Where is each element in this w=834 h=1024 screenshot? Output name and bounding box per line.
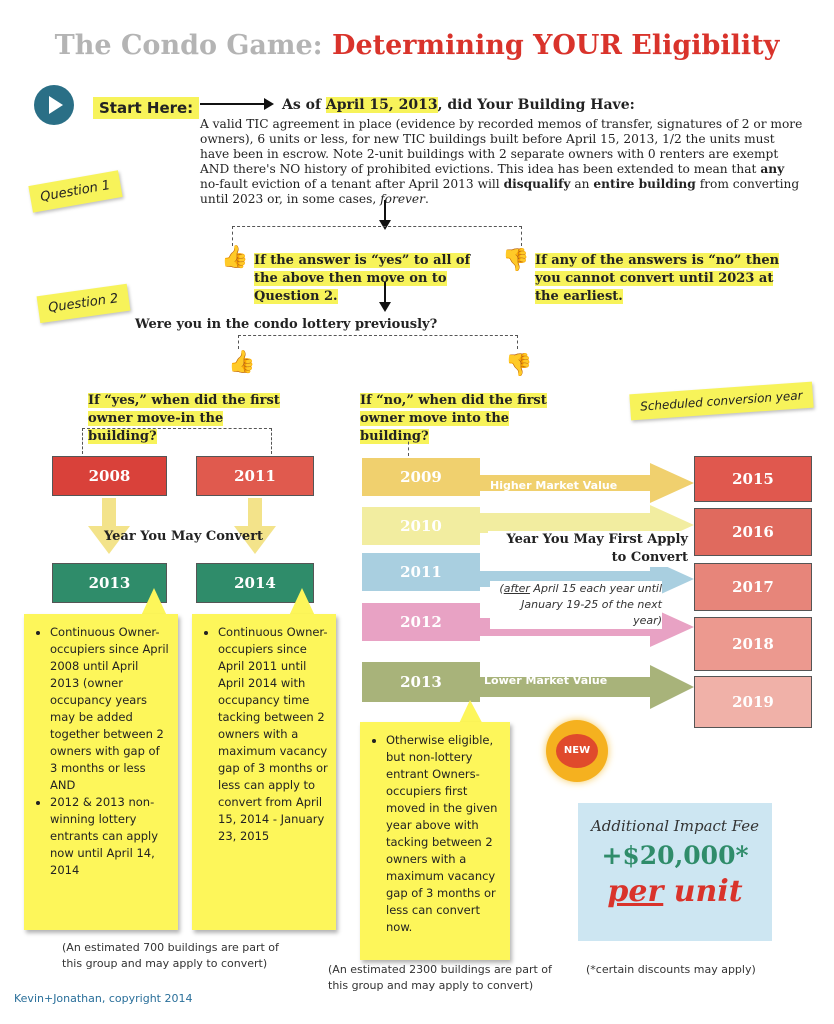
first-apply-note: (after April 15 each year until January 19-25 of the next year)	[490, 581, 662, 629]
sticky-note-2013: • Continuous Owner-occupiers since April 2008 until April 2013 (owner occupancy years may be added together between 2 owners with gap of 3 months or less AND • 2012 & 2013 non-winning lottery entrants can apply now until April 14, 2014	[24, 614, 178, 930]
year-box-2011: 2011	[196, 456, 314, 496]
question1-tag: Question 1	[28, 170, 122, 212]
branch-yes: If “yes,” when did the first owner move-in the building?	[88, 393, 280, 444]
branch-connector	[232, 226, 522, 246]
copyright: Kevin+Jonathan, copyright 2014	[14, 992, 193, 1005]
sticky-note-2014: • Continuous Owner-occupiers since April 2011 until April 2014 with occupancy time tacking between 2 owners with a maximum vacancy gap of 3 months or less can apply to convert from April 15, 2014 - January 23, 2015	[192, 614, 336, 930]
fee-footnote: (*certain discounts may apply)	[586, 963, 756, 976]
year-box-2014: 2014	[196, 563, 314, 603]
higher-market-label: Higher Market Value	[490, 479, 618, 492]
year-box-2013: 2013	[52, 563, 167, 603]
year-box-2017: 2017	[694, 563, 812, 611]
criteria-paragraph: A valid TIC agreement in place (evidence by recorded memos of transfer, signatures of 2 or more owners), 6 units or less, for new TIC buildings built before April 15, 2013, 1/2 the units must have been in escrow. Note 2-unit buildings with 2 separate owners with 0 renters are exempt AND there's NO history of prohibited evictions. This idea has been extended to mean that any no-fault eviction of a tenant after April 2013 will disqualify an entire building from converting until 2023 or, in some cases, forever.	[200, 117, 803, 206]
estimate-right: (An estimated 2300 buildings are part of this group and may apply to convert)	[328, 963, 552, 992]
year-box-2015: 2015	[694, 456, 812, 502]
answer-yes: If the answer is “yes” to all of the above then move on to Question 2.	[254, 253, 471, 304]
right-connector	[408, 436, 409, 456]
left-connector	[82, 428, 272, 454]
branch-connector-2	[238, 335, 518, 349]
thumbs-down-icon-2: 👎	[505, 353, 533, 378]
year-box-2016: 2016	[694, 508, 812, 556]
branch-no: If “no,” when did the first owner move into the building?	[360, 393, 547, 444]
question2-text: Were you in the condo lottery previously?	[135, 317, 438, 332]
thumbs-up-icon-2: 👍	[228, 350, 256, 375]
start-arrow-icon	[200, 97, 275, 111]
sticky-note-2013-nonlottery: • Otherwise eligible, but non-lottery entrant Owners-occupiers first moved in the given year above with tacking between 2 owners with a maximum vacancy gap of 3 months or less can convert now.	[360, 722, 510, 960]
question2-tag: Question 2	[37, 284, 130, 323]
start-heading: As of April 15, 2013, did Your Building Have:	[282, 97, 635, 113]
first-apply-label: Year You May First Apply to Convert	[488, 531, 688, 567]
start-here-label: Start Here:	[93, 97, 199, 119]
year-box-2012: 2012	[362, 603, 480, 641]
estimate-left: (An estimated 700 buildings are part of this group and may apply to convert)	[62, 941, 279, 970]
year-box-2011-r: 2011	[362, 553, 480, 591]
down-arrow-icon-2	[378, 282, 392, 314]
thumbs-down-icon: 👎	[502, 248, 530, 273]
year-box-2009: 2009	[362, 458, 480, 496]
thumbs-up-icon: 👍	[221, 245, 249, 270]
scheduled-tag: Scheduled conversion year	[629, 382, 813, 421]
lower-market-label: Lower Market Value	[484, 674, 608, 687]
year-box-2008: 2008	[52, 456, 167, 496]
year-box-2013-r: 2013	[362, 662, 480, 702]
year-you-may-convert: Year You May Convert	[104, 529, 264, 544]
year-box-2010: 2010	[362, 507, 480, 545]
new-badge: NEW	[546, 720, 608, 782]
page-title: The Condo Game: Determining YOUR Eligibility	[54, 30, 780, 61]
impact-fee-box: Additional Impact Fee +$20,000* per unit	[578, 803, 772, 941]
play-icon[interactable]	[34, 85, 74, 125]
year-box-2019: 2019	[694, 676, 812, 728]
answer-no: If any of the answers is “no” then you cannot convert until 2023 at the earliest.	[535, 253, 780, 304]
year-box-2018: 2018	[694, 617, 812, 671]
